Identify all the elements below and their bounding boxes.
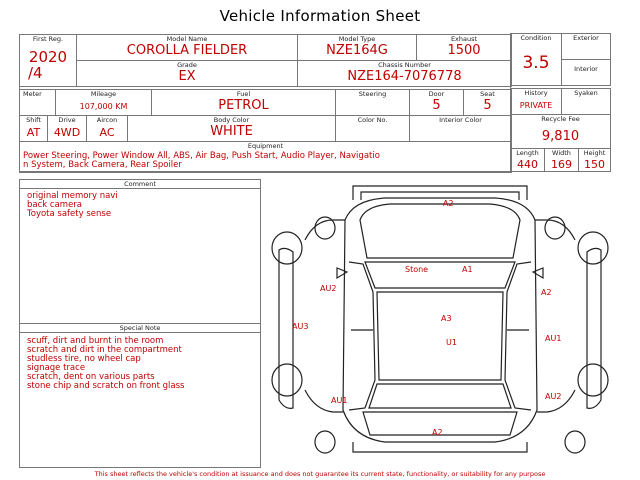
- chassis-number-value: NZE164-7076778: [347, 69, 462, 84]
- chassis-number-label: Chassis Number: [378, 61, 431, 69]
- length-cell: [510, 148, 545, 172]
- first-reg-month: /4: [28, 64, 43, 82]
- disclaimer-footer: This sheet reflects the vehicle's condition at issuance and does not guarantee its current state, functionality, or suitability for any purpose: [94, 470, 546, 478]
- exhaust-value: 1500: [447, 43, 481, 58]
- page-title: Vehicle Information Sheet: [219, 7, 421, 25]
- model-type-label: Model Type: [338, 35, 376, 43]
- special-note-box: [19, 323, 261, 468]
- car-body-outline: [343, 198, 537, 442]
- roof-outline: [377, 292, 503, 380]
- rear-bumper-outline: [353, 442, 527, 452]
- windshield-outline: [365, 262, 515, 288]
- drive-value: 4WD: [53, 126, 81, 139]
- length-label: Length: [516, 149, 539, 157]
- first-reg-year: 2020: [28, 48, 68, 66]
- width-cell: [544, 148, 579, 172]
- shift-value: AT: [26, 126, 41, 139]
- grade-cell: [76, 60, 298, 87]
- special-note-header: [20, 324, 260, 333]
- damage-code-front-bumper: A2: [443, 199, 454, 208]
- condition-label: Condition: [520, 34, 552, 42]
- shift-label: Shift: [26, 116, 41, 124]
- special-note-line: scratch and dirt in the compartment: [27, 345, 182, 355]
- equipment-cell: [19, 141, 512, 173]
- comment-lines: [27, 192, 118, 219]
- comment-line: Toyota safety sense: [27, 209, 112, 219]
- door-cell: [409, 89, 464, 116]
- recycle-fee-cell: [510, 114, 611, 149]
- special-note-line: scratch, dent on various parts: [27, 372, 155, 382]
- exterior-label: Exterior: [573, 34, 599, 42]
- fuel-label: Fuel: [236, 90, 251, 98]
- model-name-value: COROLLA FIELDER: [126, 43, 248, 58]
- rear-left-wheel: [272, 364, 302, 396]
- seat-value: 5: [483, 98, 492, 113]
- damage-code-right-rear: AU1: [545, 334, 562, 343]
- damage-code-left-side: AU3: [292, 322, 309, 331]
- front-right-wheel: [578, 232, 608, 264]
- left-front-arch: [305, 220, 345, 240]
- damage-code-windshield: A1: [462, 265, 473, 274]
- hood-outline: [360, 204, 520, 258]
- damage-code-left-rear: AU1: [331, 396, 348, 405]
- interior-color-label: Interior Color: [439, 116, 482, 124]
- right-side-panel: [587, 248, 601, 408]
- equipment-label: Equipment: [247, 142, 284, 150]
- condition-cell: [510, 33, 562, 86]
- color-no-label: Color No.: [357, 116, 388, 124]
- first-reg-label: First Reg.: [32, 35, 64, 43]
- comment-label: Comment: [124, 180, 156, 188]
- spare-left-wheel: [315, 431, 335, 453]
- aircon-value: AC: [99, 126, 115, 139]
- rear-window-outline: [369, 384, 511, 408]
- mileage-label: Mileage: [90, 90, 117, 98]
- equipment-line-2: n System, Back Camera, Rear Spoiler: [23, 160, 182, 170]
- right-mirror: [533, 268, 543, 278]
- damage-code-rear-bumper: A2: [432, 428, 443, 437]
- syaken-label: Syaken: [574, 89, 598, 97]
- comment-header: [20, 180, 260, 189]
- special-note-line: stone chip and scratch on front glass: [27, 381, 185, 391]
- special-note-label: Special Note: [119, 324, 161, 332]
- length-value: 440: [517, 158, 538, 171]
- right-front-arch: [535, 220, 575, 240]
- exhaust-label: Exhaust: [450, 35, 478, 43]
- condition-table: [511, 34, 611, 172]
- model-name-cell: [76, 34, 298, 61]
- comment-line: original memory navi: [27, 191, 118, 201]
- exhaust-cell: [416, 34, 512, 61]
- recycle-fee-value: 9,810: [541, 129, 580, 144]
- interior-label: Interior: [574, 65, 598, 73]
- rear-right-wheel: [578, 364, 608, 396]
- exterior-cell: [561, 33, 611, 60]
- grade-value: EX: [178, 69, 196, 84]
- spec-table: [19, 34, 511, 172]
- grade-label: Grade: [177, 61, 197, 69]
- history-label: History: [524, 89, 548, 97]
- height-label: Height: [583, 149, 606, 157]
- history-value: PRIVATE: [519, 101, 553, 110]
- body-color-cell: [127, 115, 336, 142]
- damage-code-roof-rear: U1: [446, 338, 457, 347]
- history-cell: [510, 88, 562, 115]
- damage-code-left-front: AU2: [320, 284, 337, 293]
- drive-label: Drive: [58, 116, 76, 124]
- left-side-panel: [279, 248, 293, 408]
- door-label: Door: [428, 90, 445, 98]
- left-mirror: [337, 268, 347, 278]
- chassis-number-cell: [297, 60, 512, 87]
- width-label: Width: [552, 149, 571, 157]
- right-door-outline: [505, 262, 531, 410]
- model-type-cell: [297, 34, 417, 61]
- model-name-label: Model Name: [166, 35, 208, 43]
- car-damage-diagram: [265, 180, 615, 470]
- front-left-wheel: [272, 232, 302, 264]
- damage-code-stone: Stone: [405, 265, 429, 274]
- damage-code-right-front: A2: [541, 288, 552, 297]
- damage-code-right-bottom: AU2: [545, 392, 562, 401]
- special-note-line: signage trace: [27, 363, 86, 373]
- model-type-value: NZE164G: [326, 43, 388, 58]
- steering-label: Steering: [358, 90, 387, 98]
- drive-cell: [47, 115, 87, 142]
- seat-cell: [463, 89, 512, 116]
- comment-line: back camera: [27, 200, 82, 210]
- condition-value: 3.5: [522, 53, 550, 73]
- steering-cell: [335, 89, 410, 116]
- height-value: 150: [584, 158, 605, 171]
- syaken-cell: [561, 88, 611, 115]
- interior-cell: [561, 59, 611, 86]
- damage-code-roof: A3: [441, 314, 452, 323]
- comment-box: [19, 179, 261, 324]
- interior-color-cell: [409, 115, 512, 142]
- equipment-line-1: Power Steering, Power Window All, ABS, Air Bag, Push Start, Audio Player, Navigatio: [23, 151, 380, 161]
- fuel-cell: [151, 89, 336, 116]
- aircon-cell: [86, 115, 128, 142]
- color-no-cell: [335, 115, 410, 142]
- aircon-label: Aircon: [96, 116, 118, 124]
- body-color-label: Body Color: [213, 116, 250, 124]
- mileage-cell: [55, 89, 152, 116]
- first-reg-cell: [19, 34, 77, 87]
- fuel-value: PETROL: [218, 98, 269, 113]
- left-door-outline: [349, 262, 375, 410]
- special-note-line: scuff, dirt and burnt in the room: [27, 336, 164, 346]
- spare-right-wheel: [565, 431, 585, 453]
- shift-cell: [19, 115, 48, 142]
- special-note-lines: [27, 337, 184, 391]
- mileage-value: 107,000 KM: [79, 102, 128, 111]
- meter-label: Meter: [23, 90, 42, 98]
- door-value: 5: [432, 98, 441, 113]
- width-value: 169: [551, 158, 572, 171]
- meter-cell: [19, 89, 56, 116]
- body-color-value: WHITE: [210, 124, 253, 139]
- front-bumper-inner: [361, 192, 519, 200]
- seat-label: Seat: [480, 90, 495, 98]
- recycle-fee-label: Recycle Fee: [541, 115, 580, 123]
- special-note-line: studless tire, no wheel cap: [27, 354, 141, 364]
- height-cell: [578, 148, 611, 172]
